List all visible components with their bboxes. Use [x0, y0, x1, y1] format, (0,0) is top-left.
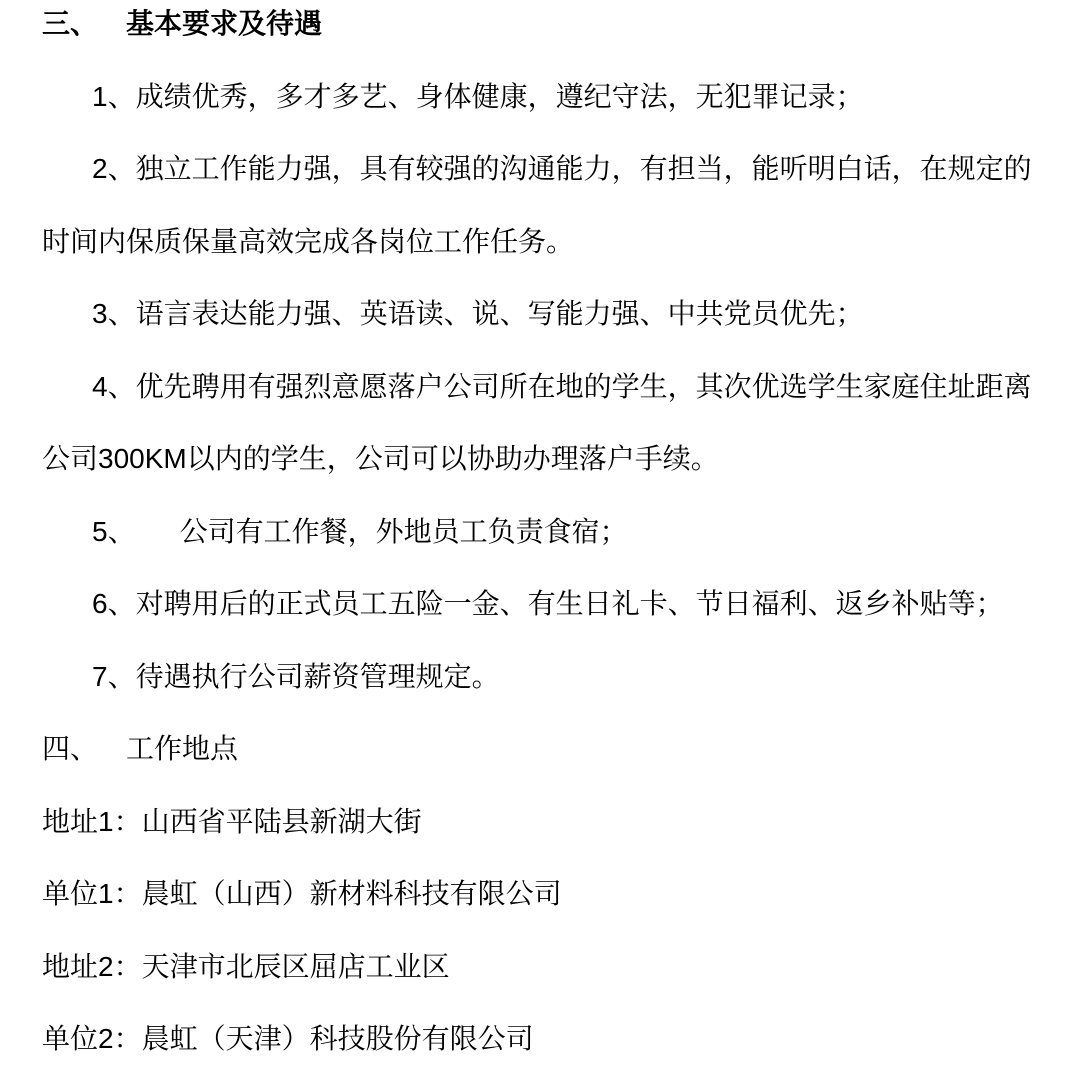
section-three-number: 三、: [42, 8, 99, 39]
company-1-line: 单位1：晨虹（山西）新材料科技有限公司: [42, 878, 562, 909]
section-three-title: 基本要求及待遇: [126, 8, 323, 39]
section-four-number: 四、: [42, 733, 99, 764]
requirement-item-4-line-1: 4、优先聘用有强烈意愿落户公司所在地的学生，其次优选学生家庭住址距离: [92, 370, 1032, 402]
requirement-item-5: [42, 496, 1050, 569]
requirement-item-5-number: 5、: [92, 515, 136, 547]
requirement-item-1: 1、成绩优秀，多才多艺、身体健康，遵纪守法，无犯罪记录；: [92, 80, 864, 112]
requirement-item-7: 7、待遇执行公司薪资管理规定。: [92, 660, 500, 692]
address-1-line: 地址1：山西省平陆县新湖大街: [42, 805, 422, 837]
requirement-item-2-line-1: 2、独立工作能力强，具有较强的沟通能力，有担当，能听明白话，在规定的: [92, 153, 1032, 184]
requirement-item-5-text: 公司有工作餐，外地员工负责食宿；: [179, 515, 628, 547]
requirement-item-3: 3、语言表达能力强、英语读、说、写能力强、中共党员优先；: [92, 298, 864, 329]
address-2-line: 地址2：天津市北辰区屈店工业区: [42, 950, 450, 982]
section-four-title: 工作地点: [126, 733, 239, 764]
requirement-item-2-line-2: 时间内保质保量高效完成各岗位工作任务。: [42, 225, 575, 257]
section-heading-three: [42, 0, 1050, 61]
requirement-item-6: 6、对聘用后的正式员工五险一金、有生日礼卡、节日福利、返乡补贴等；: [92, 588, 1004, 619]
company-2-line: 单位2：晨虹（天津）科技股份有限公司: [42, 1023, 534, 1054]
section-heading-four: [42, 713, 1050, 786]
requirement-item-4-line-2: 公司300KM以内的学生，公司可以协助办理落户手续。: [42, 443, 719, 474]
